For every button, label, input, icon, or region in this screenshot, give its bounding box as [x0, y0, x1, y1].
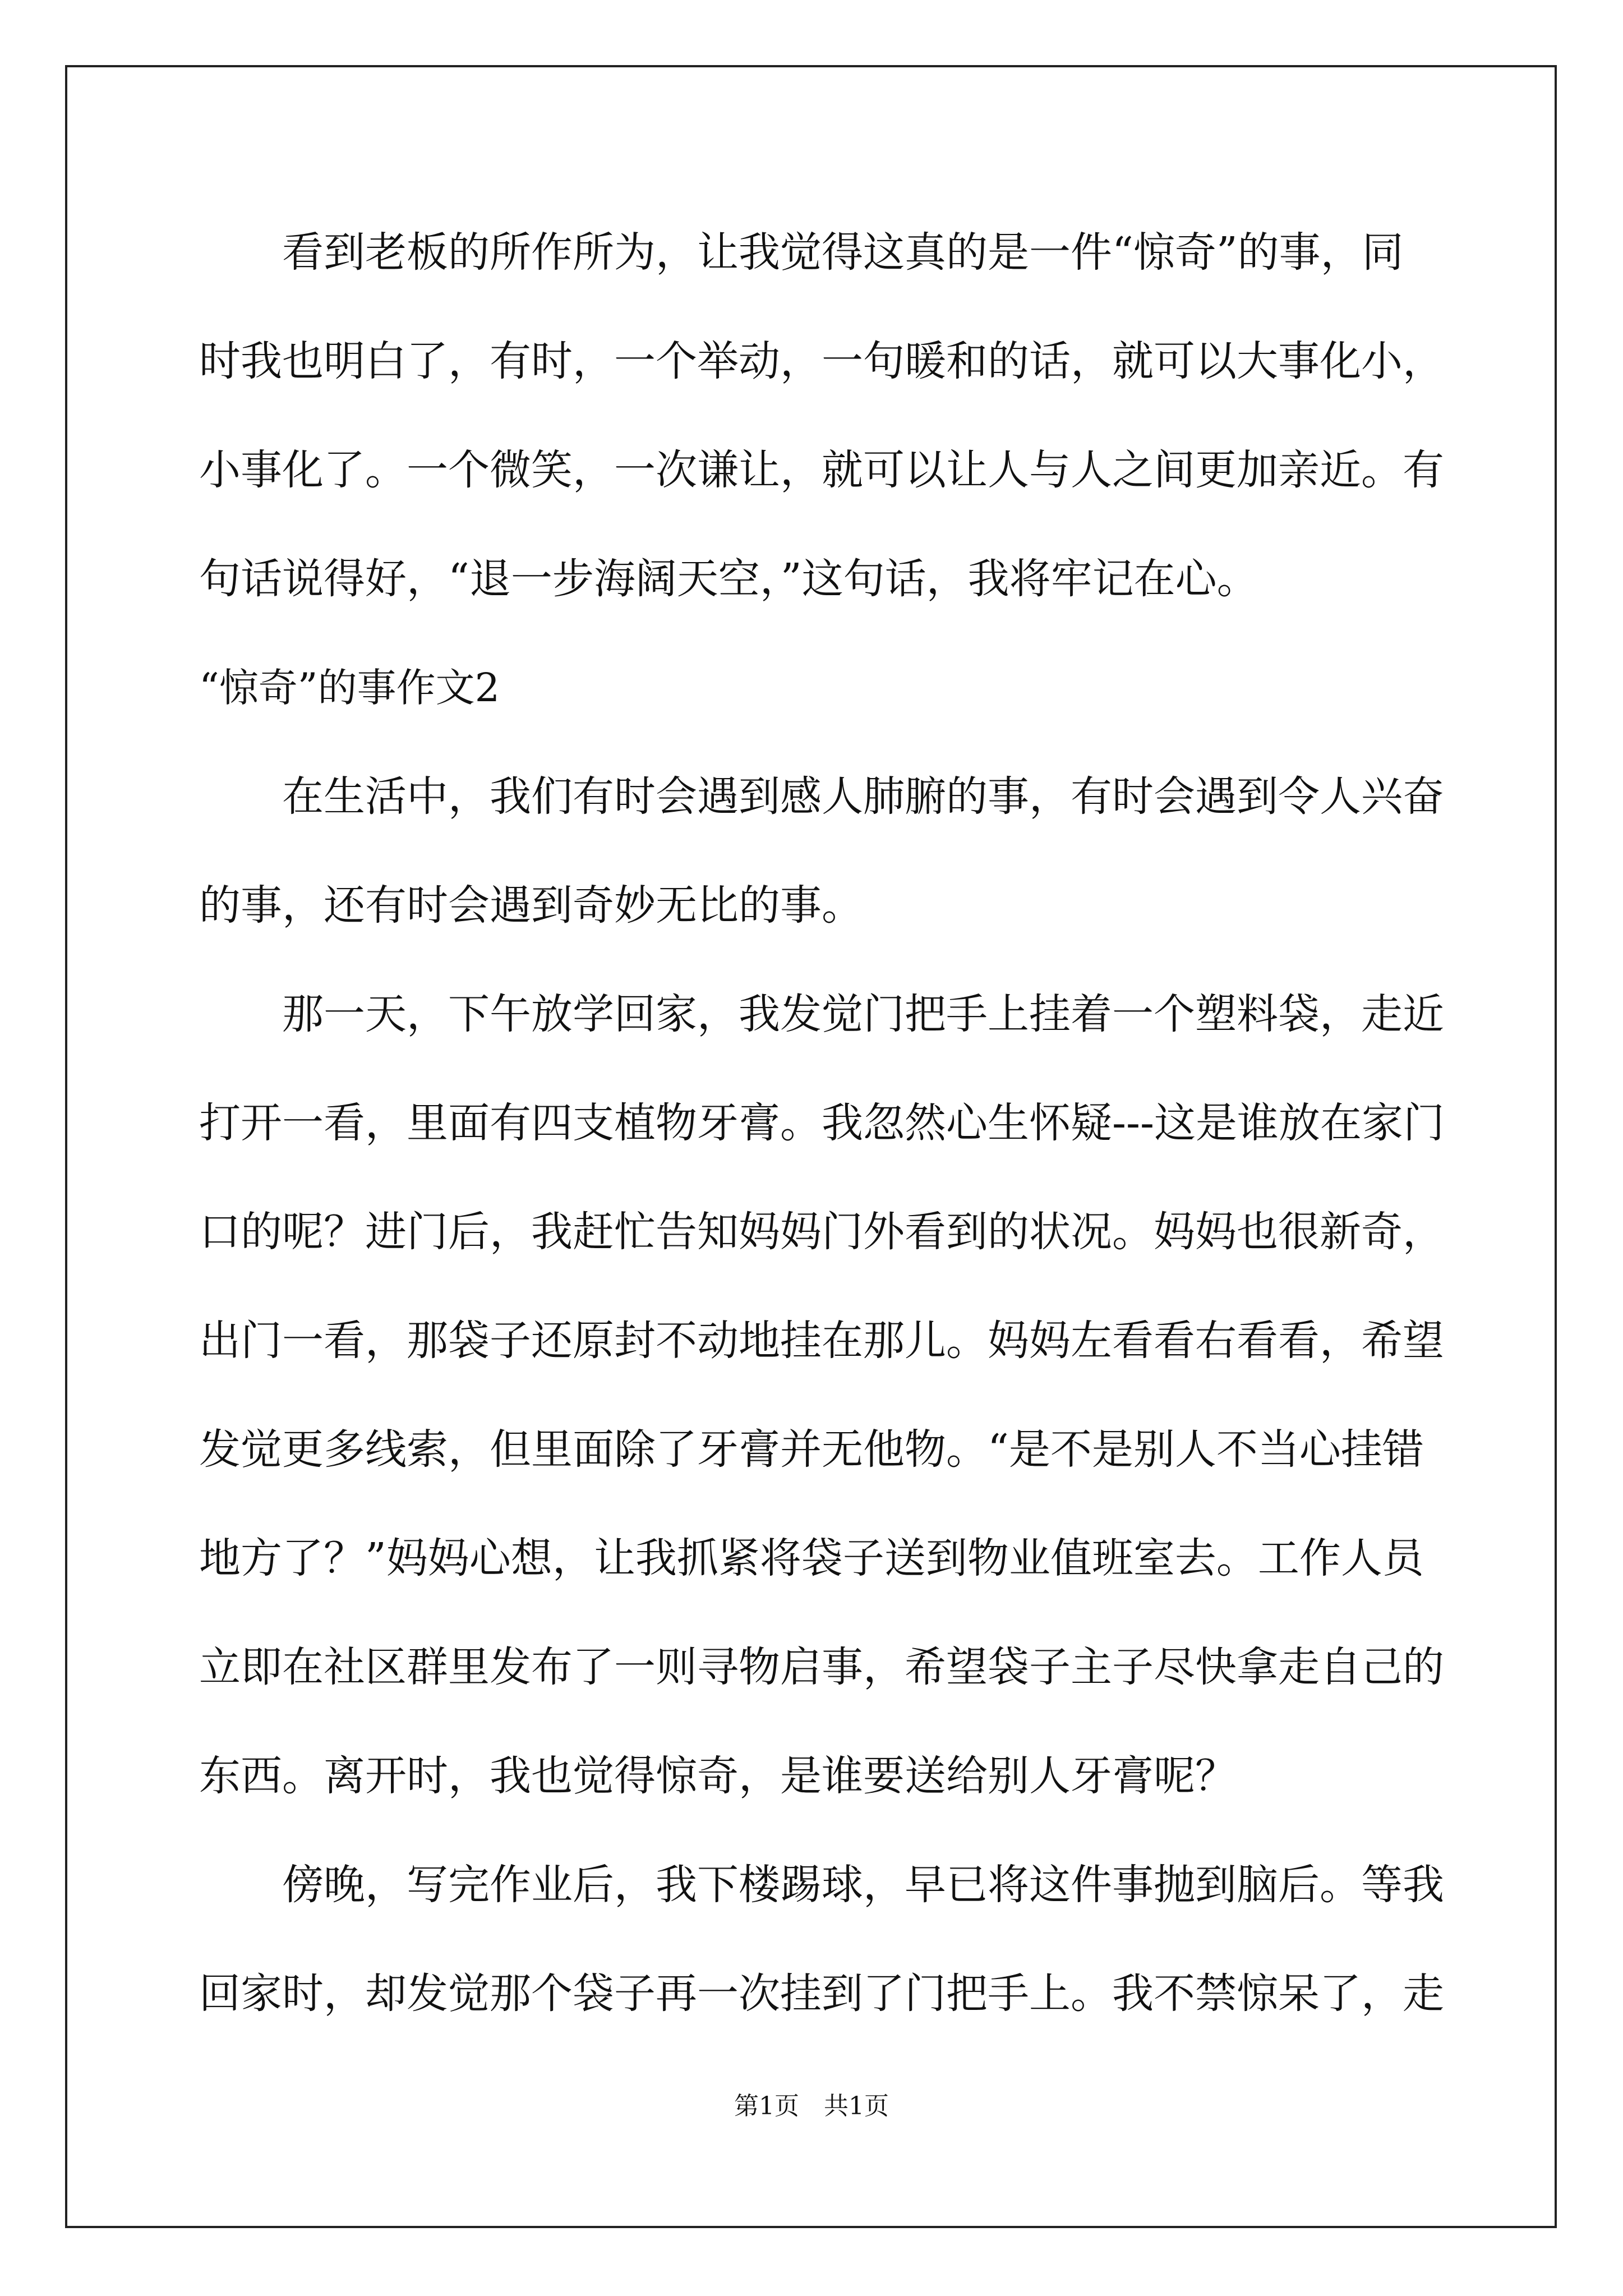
text-line-16: 傍晚，写完作业后，我下楼踢球，早已将这件事抛到脑后。等我	[282, 1861, 1444, 1909]
text-line-4: 句话说得好，“退一步海阔天空，”这句话，我将牢记在心。	[199, 555, 1258, 603]
text-line-17: 回家时，却发觉那个袋子再一次挂到了门把手上。我不禁惊呆了，走	[199, 1970, 1444, 2018]
page-number-footer: 第1页 共1页	[734, 2092, 889, 2120]
section-heading: “惊奇”的事作文2	[199, 665, 500, 711]
text-line-11: 出门一看，那袋子还原封不动地挂在那儿。妈妈左看看右看看，希望	[199, 1317, 1444, 1365]
text-line-9: 打开一看，里面有四支植物牙膏。我忽然心生怀疑---这是谁放在家门	[199, 1099, 1445, 1147]
text-line-13: 地方了？”妈妈心想，让我抓紧将袋子送到物业值班室去。工作人员	[199, 1534, 1424, 1582]
text-line-6: 在生活中，我们有时会遇到感人肺腑的事，有时会遇到令人兴奋	[282, 772, 1444, 821]
text-line-8: 那一天，下午放学回家，我发觉门把手上挂着一个塑料袋，走近	[282, 990, 1444, 1038]
text-line-12: 发觉更多线索，但里面除了牙膏并无他物。“是不是别人不当心挂错	[199, 1425, 1424, 1474]
text-line-10: 口的呢？进门后，我赶忙告知妈妈门外看到的状况。妈妈也很新奇，	[199, 1208, 1444, 1256]
text-line-15: 东西。离开时，我也觉得惊奇，是谁要送给别人牙膏呢？	[199, 1752, 1237, 1800]
text-line-14: 立即在社区群里发布了一则寻物启事，希望袋子主子尽快拿走自己的	[199, 1643, 1444, 1691]
text-line-2: 时我也明白了，有时，一个举动，一句暖和的话，就可以大事化小，	[199, 337, 1444, 385]
text-line-1: 看到老板的所作所为，让我觉得这真的是一件“惊奇”的事，同	[282, 228, 1404, 277]
text-line-7: 的事，还有时会遇到奇妙无比的事。	[199, 881, 863, 930]
text-line-3: 小事化了。一个微笑，一次谦让，就可以让人与人之间更加亲近。有	[199, 446, 1444, 494]
